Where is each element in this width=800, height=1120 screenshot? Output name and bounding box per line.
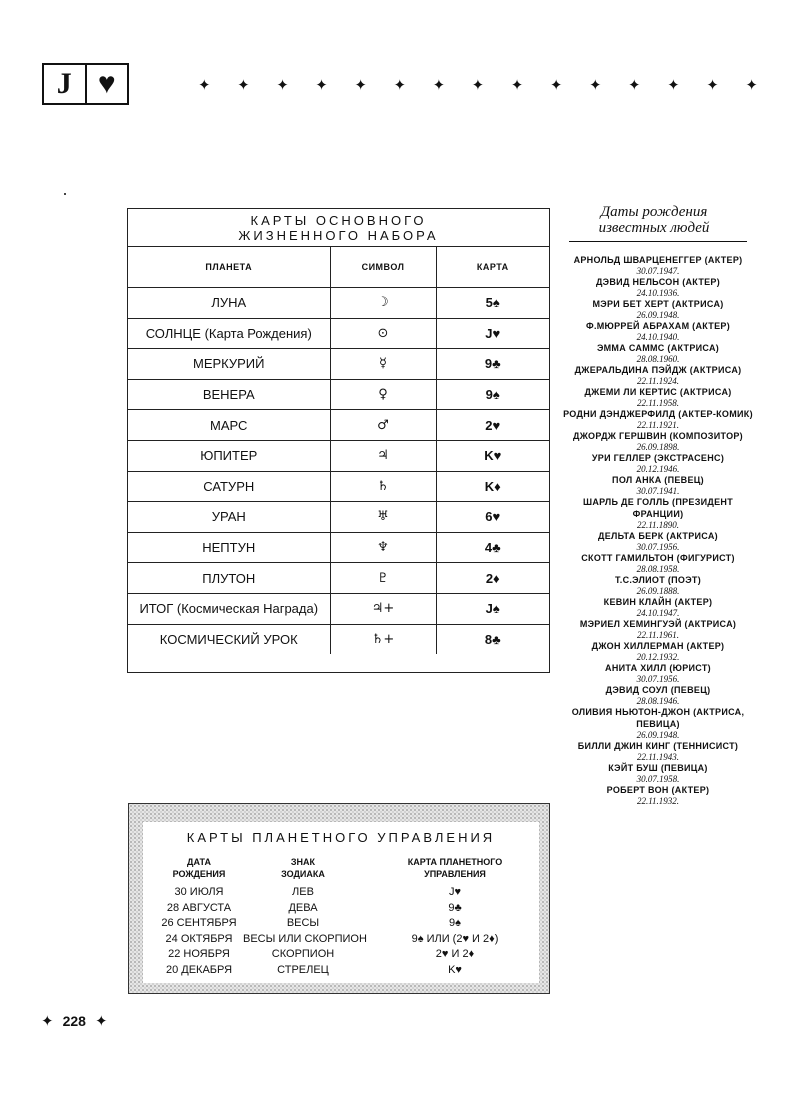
planet-cell: ПЛУТОН (128, 563, 330, 594)
planet-symbol-icon: ♄+ (330, 624, 436, 654)
card-cell: 9♠ (436, 379, 549, 410)
star-icon: ✦ (432, 76, 446, 94)
list-item (560, 408, 756, 430)
star-icon: ✦ (41, 1012, 54, 1030)
birth-date: 24.10.1947. (636, 608, 680, 618)
birth-date: 30.07.1941. (636, 486, 680, 496)
star-icon: ✦ (94, 1012, 108, 1030)
table-row (128, 502, 549, 533)
list-item (560, 574, 756, 596)
star-icon: ✦ (745, 76, 758, 94)
star-icon: ✦ (706, 76, 719, 94)
card-cell: J♠ (436, 593, 549, 624)
person-name: БИЛЛИ ДЖИН КИНГ (ТЕННИСИСТ) (577, 741, 739, 751)
person-name: ШАРЛЬ ДЕ ГОЛЛЬ (ПРЕЗИДЕНТ ФРАНЦИИ) (582, 497, 734, 519)
rule-sign: ЛЕВ (292, 886, 314, 898)
rule-col-header-sign (243, 856, 363, 880)
person-name: Т.С.ЭЛИОТ (ПОЭТ) (615, 575, 701, 585)
card-cell: K♥ (436, 440, 549, 471)
star-icon: ✦ (667, 76, 680, 94)
planet-symbol-icon: ♅ (330, 502, 436, 533)
card-cell: 2♥ (436, 410, 549, 441)
star-icon: ✦ (354, 76, 367, 94)
table-row (143, 948, 539, 963)
planet-cell: ВЕНЕРА (128, 379, 330, 410)
birth-date: 22.11.1924. (636, 376, 680, 386)
rule-card: 2♥ И 2♦ (435, 948, 475, 960)
list-item (560, 596, 756, 618)
life-title-line1: КАРТЫ ОСНОВНОГО (250, 213, 427, 228)
person-name: СКОТТ ГАМИЛЬТОН (ФИГУРИСТ) (581, 553, 735, 563)
star-icon: ✦ (276, 76, 289, 94)
list-item (560, 474, 756, 496)
table-row (143, 902, 539, 917)
life-spread-table (127, 208, 550, 673)
list-item (560, 662, 756, 684)
famous-birthdays-title (569, 204, 739, 236)
person-name: РОБЕРТ ВОН (АКТЕР) (606, 785, 710, 795)
birth-date: 26.09.1948. (636, 730, 680, 740)
birth-date: 26.09.1898. (636, 442, 680, 452)
person-name: ЭММА САММС (АКТРИСА) (596, 343, 720, 353)
card-cell: 8♣ (436, 624, 549, 654)
table-row (128, 410, 549, 441)
person-name: ДЖЕРАЛЬДИНА ПЭЙДЖ (АКТРИСА) (574, 365, 742, 375)
table-row (128, 440, 549, 471)
page-number: 228 (62, 1013, 86, 1029)
birth-date: 24.10.1940. (636, 332, 680, 342)
famous-title-line2: известных людей (598, 220, 710, 236)
col-header-card: КАРТА (436, 247, 549, 288)
rule-date: 30 ИЮЛЯ (174, 886, 224, 898)
planet-cell: САТУРН (128, 471, 330, 502)
birth-date: 28.08.1960. (636, 354, 680, 364)
birth-date: 28.08.1958. (636, 564, 680, 574)
card-rank: J (44, 65, 87, 103)
rule-col-card-line1: КАРТА ПЛАНЕТНОГО (407, 857, 503, 867)
table-row (128, 624, 549, 654)
list-item (560, 762, 756, 784)
rule-col-sign-line1: ЗНАК (290, 857, 316, 867)
list-item (560, 254, 756, 276)
person-name: РОДНИ ДЭНДЖЕРФИЛД (АКТЕР-КОМИК) (563, 409, 753, 419)
person-name: АНИТА ХИЛЛ (ЮРИСТ) (605, 663, 711, 673)
table-row (128, 318, 549, 349)
person-name: АРНОЛЬД ШВАРЦЕНЕГГЕР (АКТЕР) (573, 255, 743, 265)
life-table-title (128, 209, 549, 247)
table-row (143, 964, 539, 979)
rule-col-card-line2: УПРАВЛЕНИЯ (424, 869, 486, 879)
card-cell: 5♠ (436, 288, 549, 319)
planet-symbol-icon: ♃+ (330, 593, 436, 624)
birth-date: 22.11.1958. (636, 398, 680, 408)
star-icon: ✦ (588, 76, 602, 94)
birth-date: 26.09.1948. (636, 310, 680, 320)
card-cell: 4♣ (436, 532, 549, 563)
card-cell: 6♥ (436, 502, 549, 533)
rule-sign: ДЕВА (288, 901, 318, 914)
planet-cell: КОСМИЧЕСКИЙ УРОК (128, 624, 330, 654)
person-name: ДЭВИД НЕЛЬСОН (АКТЕР) (595, 277, 721, 287)
rule-col-header-card (371, 856, 539, 880)
card-cell: 2♦ (436, 563, 549, 594)
list-item (560, 364, 756, 386)
rule-col-sign-line2: ЗОДИАКА (281, 869, 325, 879)
person-name: Ф.МЮРРЕЙ АБРАХАМ (АКТЕР) (585, 321, 731, 331)
col-header-planet: ПЛАНЕТА (128, 247, 330, 288)
table-row (128, 532, 549, 563)
planet-symbol-icon: ♂ (330, 410, 436, 441)
table-row (128, 349, 549, 380)
planet-cell: ЛУНА (128, 288, 330, 319)
planetary-rulership-box (128, 803, 550, 994)
table-row (128, 563, 549, 594)
birth-date: 28.08.1946. (636, 696, 680, 706)
person-name: МЭРИ БЕТ ХЕРТ (АКТРИСА) (592, 299, 724, 309)
table-row (128, 288, 549, 319)
birth-date: 22.11.1890. (636, 520, 680, 530)
rule-col-date-line2: РОЖДЕНИЯ (172, 869, 226, 879)
birth-date: 24.10.1936. (636, 288, 680, 298)
birth-date: 30.07.1958. (636, 774, 680, 784)
list-item (560, 342, 756, 364)
list-item (560, 298, 756, 320)
life-title-line2: ЖИЗНЕННОГО НАБОРА (238, 228, 439, 243)
planet-cell: ЮПИТЕР (128, 440, 330, 471)
rule-date: 28 АВГУСТА (166, 901, 232, 914)
table-row (143, 933, 539, 948)
list-item (560, 740, 756, 762)
birth-date: 20.12.1932. (636, 652, 680, 662)
person-name: ОЛИВИЯ НЬЮТОН-ДЖОН (АКТРИСА, ПЕВИЦА) (571, 707, 745, 729)
planet-symbol-icon: ♆ (330, 532, 436, 563)
table-row (143, 917, 539, 932)
planet-symbol-icon: ♀ (330, 379, 436, 410)
rule-date: 22 НОЯБРЯ (168, 948, 230, 960)
planet-cell: НЕПТУН (128, 532, 330, 563)
person-name: КЕВИН КЛАЙН (АКТЕР) (603, 597, 713, 607)
person-name: КЭЙТ БУШ (ПЕВИЦА) (608, 763, 708, 773)
person-name: ДЖОН ХИЛЛЕРМАН (АКТЕР) (591, 641, 725, 651)
list-item (560, 684, 756, 706)
planet-cell: ИТОГ (Космическая Награда) (128, 593, 330, 624)
planetary-rulership-panel (143, 822, 539, 983)
rule-card: J♥ (448, 886, 462, 898)
person-name: ПОЛ АНКА (ПЕВЕЦ) (612, 475, 704, 485)
planet-symbol-icon: ♄ (330, 471, 436, 502)
rule-card: 9♠ ИЛИ (2♥ И 2♦) (411, 932, 499, 945)
list-item (560, 496, 756, 530)
star-icon: ✦ (510, 76, 524, 94)
list-item (560, 320, 756, 342)
birth-date: 30.07.1956. (636, 674, 680, 684)
list-item (560, 386, 756, 408)
person-name: ДЖОРДЖ ГЕРШВИН (КОМПОЗИТОР) (573, 431, 743, 441)
decorative-star-row (198, 76, 758, 94)
star-icon: ✦ (198, 76, 211, 94)
card-cell: J♥ (436, 318, 549, 349)
rule-sign: СТРЕЛЕЦ (277, 963, 329, 976)
rule-date: 26 СЕНТЯБРЯ (161, 917, 237, 929)
birth-date: 26.09.1888. (636, 586, 680, 596)
star-icon: ✦ (237, 76, 250, 94)
card-cell: 9♣ (436, 349, 549, 380)
print-speck (64, 193, 66, 195)
star-icon: ✦ (628, 76, 641, 94)
birth-date: 30.07.1956. (636, 542, 680, 552)
birth-date: 22.11.1961. (636, 630, 680, 640)
table-row (128, 593, 549, 624)
famous-title-line1: Даты рождения (600, 204, 708, 220)
rule-date: 24 ОКТЯБРЯ (165, 932, 233, 945)
heart-suit-icon: ♥ (97, 67, 116, 100)
person-name: МЭРИЕЛ ХЕМИНГУЭЙ (АКТРИСА) (579, 619, 737, 629)
birth-date: 30.07.1947. (636, 266, 680, 276)
list-item (560, 276, 756, 298)
title-underline (569, 241, 747, 242)
list-item (560, 552, 756, 574)
person-name: УРИ ГЕЛЛЕР (ЭКСТРАСЕНС) (591, 453, 725, 463)
list-item (560, 706, 756, 740)
card-badge (42, 63, 129, 105)
planet-symbol-icon: ☿ (330, 349, 436, 380)
rulership-title: КАРТЫ ПЛАНЕТНОГО УПРАВЛЕНИЯ (186, 830, 496, 845)
birth-date: 22.11.1943. (636, 752, 680, 762)
list-item (560, 784, 756, 806)
rule-sign: ВЕСЫ (286, 917, 320, 929)
planet-cell: УРАН (128, 502, 330, 533)
table-row (128, 471, 549, 502)
rule-date: 20 ДЕКАБРЯ (165, 963, 233, 976)
rule-col-date-line1: ДАТА (187, 857, 211, 867)
rule-sign: ВЕСЫ ИЛИ СКОРПИОН (243, 932, 367, 945)
list-item (560, 430, 756, 452)
birth-date: 20.12.1946. (636, 464, 680, 474)
star-icon: ✦ (549, 76, 563, 94)
list-item (560, 618, 756, 640)
planet-cell: МАРС (128, 410, 330, 441)
planet-symbol-icon: ⊙ (330, 318, 436, 349)
planet-symbol-icon: ☽ (330, 288, 436, 319)
planet-cell: МЕРКУРИЙ (128, 349, 330, 380)
list-item (560, 452, 756, 474)
star-icon: ✦ (393, 76, 407, 94)
planet-symbol-icon: ♃ (330, 440, 436, 471)
table-row (128, 379, 549, 410)
birth-date: 22.11.1932. (636, 796, 680, 806)
star-icon: ✦ (471, 76, 485, 94)
planet-cell: СОЛНЦЕ (Карта Рождения) (128, 318, 330, 349)
rule-col-header-date (155, 856, 243, 880)
rule-card: K♥ (448, 963, 462, 976)
person-name: ДЭВИД СОУЛ (ПЕВЕЦ) (605, 685, 711, 695)
table-row (143, 886, 539, 901)
planet-symbol-icon: ♇ (330, 563, 436, 594)
list-item (560, 530, 756, 552)
person-name: ДЕЛЬТА БЕРК (АКТРИСА) (598, 531, 718, 541)
famous-people-list (560, 254, 756, 806)
rule-sign: СКОРПИОН (271, 948, 335, 960)
rule-card: 9♠ (449, 917, 461, 929)
rule-card: 9♣ (448, 901, 462, 914)
list-item (560, 640, 756, 662)
page-footer (41, 1012, 108, 1030)
col-header-symbol: СИМВОЛ (330, 247, 436, 288)
star-icon: ✦ (315, 76, 328, 94)
card-cell: K♦ (436, 471, 549, 502)
person-name: ДЖЕМИ ЛИ КЕРТИС (АКТРИСА) (584, 387, 732, 397)
birth-date: 22.11.1921. (636, 420, 680, 430)
